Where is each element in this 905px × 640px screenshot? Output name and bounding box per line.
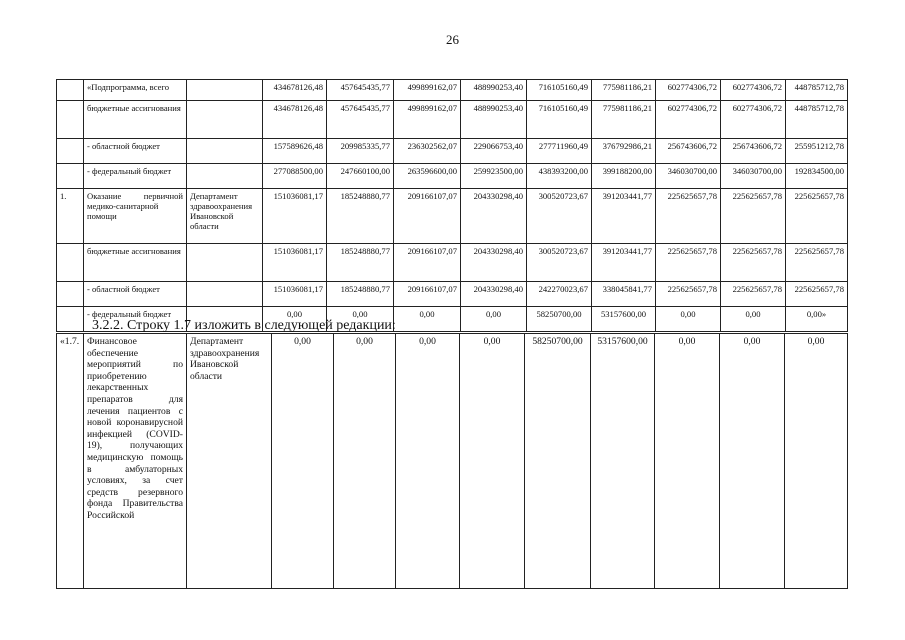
table-row xyxy=(57,334,848,589)
value-cell: 602774306,72 xyxy=(721,80,786,101)
value-cell: 204330298,40 xyxy=(461,282,527,307)
value-cell: 399188200,00 xyxy=(592,164,656,189)
value-cell: 0,00 xyxy=(720,334,785,589)
page-number: 26 xyxy=(446,32,459,47)
value-cell: 225625657,78 xyxy=(786,244,848,282)
value-cell: 225625657,78 xyxy=(786,189,848,244)
row-title: - областной бюджет xyxy=(84,282,187,307)
row-number xyxy=(57,164,84,189)
value-cell: 602774306,72 xyxy=(721,101,786,139)
row-number xyxy=(57,282,84,307)
value-cell: 256743606,72 xyxy=(721,139,786,164)
value-cell: 457645435,77 xyxy=(327,101,394,139)
value-cell: 0,00» xyxy=(786,307,848,332)
row-title: Оказание первичной медико-санитарной помощи xyxy=(84,189,187,244)
value-cell: 225625657,78 xyxy=(656,244,721,282)
row-number xyxy=(57,80,84,101)
row-number xyxy=(57,101,84,139)
value-cell: 602774306,72 xyxy=(656,80,721,101)
row-number xyxy=(57,307,84,332)
row-number xyxy=(57,244,84,282)
value-cell: 263596600,00 xyxy=(394,164,461,189)
value-cell: 58250700,00 xyxy=(527,307,592,332)
value-cell: 300520723,67 xyxy=(527,189,592,244)
value-cell: 775981186,21 xyxy=(592,101,656,139)
value-cell: 225625657,78 xyxy=(721,244,786,282)
value-cell: 256743606,72 xyxy=(656,139,721,164)
row-title: «Подпрограмма, всего xyxy=(84,80,187,101)
budget-table-bottom xyxy=(56,333,848,589)
value-cell: 499899162,07 xyxy=(394,101,461,139)
value-cell: 242270023,67 xyxy=(527,282,592,307)
value-cell: 0,00 xyxy=(396,334,460,589)
value-cell: 277711960,49 xyxy=(527,139,592,164)
table-row xyxy=(57,139,848,164)
value-cell: 0,00 xyxy=(721,307,786,332)
value-cell: 0,00 xyxy=(334,334,396,589)
row-title: Финансовое обеспечение мероприятий по приобретению лекарственных препаратов для лечения пациентов с новой коронавирусной инфекцией (COVID-19), получающих медицинскую помощь в амбулаторных условиях, за счет средств резервного фонда Правительства Российской xyxy=(84,334,187,589)
value-cell: 225625657,78 xyxy=(656,189,721,244)
value-cell: 209985335,77 xyxy=(327,139,394,164)
value-cell: 53157600,00 xyxy=(592,307,656,332)
value-cell: 236302562,07 xyxy=(394,139,461,164)
value-cell: 346030700,00 xyxy=(656,164,721,189)
value-cell: 53157600,00 xyxy=(591,334,655,589)
row-number: «1.7. xyxy=(57,334,84,589)
value-cell: 434678126,48 xyxy=(263,101,327,139)
value-cell: 0,00 xyxy=(655,334,720,589)
value-cell: 0,00 xyxy=(272,334,334,589)
row-executor xyxy=(187,101,263,139)
row-number: 1. xyxy=(57,189,84,244)
value-cell: 0,00 xyxy=(785,334,848,589)
table-row xyxy=(57,164,848,189)
value-cell: 499899162,07 xyxy=(394,80,461,101)
value-cell: 391203441,77 xyxy=(592,189,656,244)
value-cell: 185248880,77 xyxy=(327,189,394,244)
value-cell: 58250700,00 xyxy=(525,334,591,589)
value-cell: 151036081,17 xyxy=(263,189,327,244)
value-cell: 488990253,40 xyxy=(461,101,527,139)
value-cell: 157589626,48 xyxy=(263,139,327,164)
row-executor: Департамент здравоохранения Ивановской области xyxy=(187,189,263,244)
value-cell: 225625657,78 xyxy=(721,189,786,244)
value-cell: 151036081,17 xyxy=(263,282,327,307)
value-cell: 204330298,40 xyxy=(461,189,527,244)
value-cell: 229066753,40 xyxy=(461,139,527,164)
table-row xyxy=(57,244,848,282)
value-cell: 151036081,17 xyxy=(263,244,327,282)
value-cell: 0,00 xyxy=(656,307,721,332)
row-executor: Департамент здравоохранения Ивановской области xyxy=(187,334,272,589)
value-cell: 391203441,77 xyxy=(592,244,656,282)
value-cell: 438393200,00 xyxy=(527,164,592,189)
table-row xyxy=(57,189,848,244)
value-cell: 716105160,49 xyxy=(527,80,592,101)
row-number xyxy=(57,139,84,164)
row-title: - федеральный бюджет xyxy=(84,164,187,189)
row-title: - областной бюджет xyxy=(84,139,187,164)
value-cell: 0,00 xyxy=(327,307,394,332)
value-cell: 716105160,49 xyxy=(527,101,592,139)
row-executor xyxy=(187,139,263,164)
value-cell: 448785712,78 xyxy=(786,101,848,139)
value-cell: 346030700,00 xyxy=(721,164,786,189)
row-title: - федеральный бюджет xyxy=(84,307,187,332)
value-cell: 209166107,07 xyxy=(394,282,461,307)
value-cell: 775981186,21 xyxy=(592,80,656,101)
value-cell: 300520723,67 xyxy=(527,244,592,282)
value-cell: 259923500,00 xyxy=(461,164,527,189)
row-executor xyxy=(187,80,263,101)
value-cell: 209166107,07 xyxy=(394,189,461,244)
value-cell: 0,00 xyxy=(460,334,525,589)
value-cell: 255951212,78 xyxy=(786,139,848,164)
value-cell: 0,00 xyxy=(263,307,327,332)
value-cell: 0,00 xyxy=(461,307,527,332)
value-cell: 602774306,72 xyxy=(656,101,721,139)
value-cell: 457645435,77 xyxy=(327,80,394,101)
value-cell: 225625657,78 xyxy=(721,282,786,307)
value-cell: 225625657,78 xyxy=(656,282,721,307)
value-cell: 204330298,40 xyxy=(461,244,527,282)
table-row xyxy=(57,80,848,101)
table-row xyxy=(57,282,848,307)
value-cell: 225625657,78 xyxy=(786,282,848,307)
row-executor xyxy=(187,244,263,282)
value-cell: 185248880,77 xyxy=(327,244,394,282)
value-cell: 376792986,21 xyxy=(592,139,656,164)
value-cell: 448785712,78 xyxy=(786,80,848,101)
row-title: бюджетные ассигнования xyxy=(84,101,187,139)
value-cell: 192834500,00 xyxy=(786,164,848,189)
value-cell: 185248880,77 xyxy=(327,282,394,307)
section-heading: 3.2.2. Строку 1.7 изложить в следующей редакции: xyxy=(92,318,396,333)
value-cell: 209166107,07 xyxy=(394,244,461,282)
value-cell: 277088500,00 xyxy=(263,164,327,189)
value-cell: 247660100,00 xyxy=(327,164,394,189)
row-executor xyxy=(187,164,263,189)
table-row xyxy=(57,101,848,139)
value-cell: 488990253,40 xyxy=(461,80,527,101)
row-title: бюджетные ассигнования xyxy=(84,244,187,282)
budget-table-top xyxy=(56,79,848,332)
row-executor xyxy=(187,282,263,307)
value-cell: 0,00 xyxy=(394,307,461,332)
value-cell: 434678126,48 xyxy=(263,80,327,101)
value-cell: 338045841,77 xyxy=(592,282,656,307)
